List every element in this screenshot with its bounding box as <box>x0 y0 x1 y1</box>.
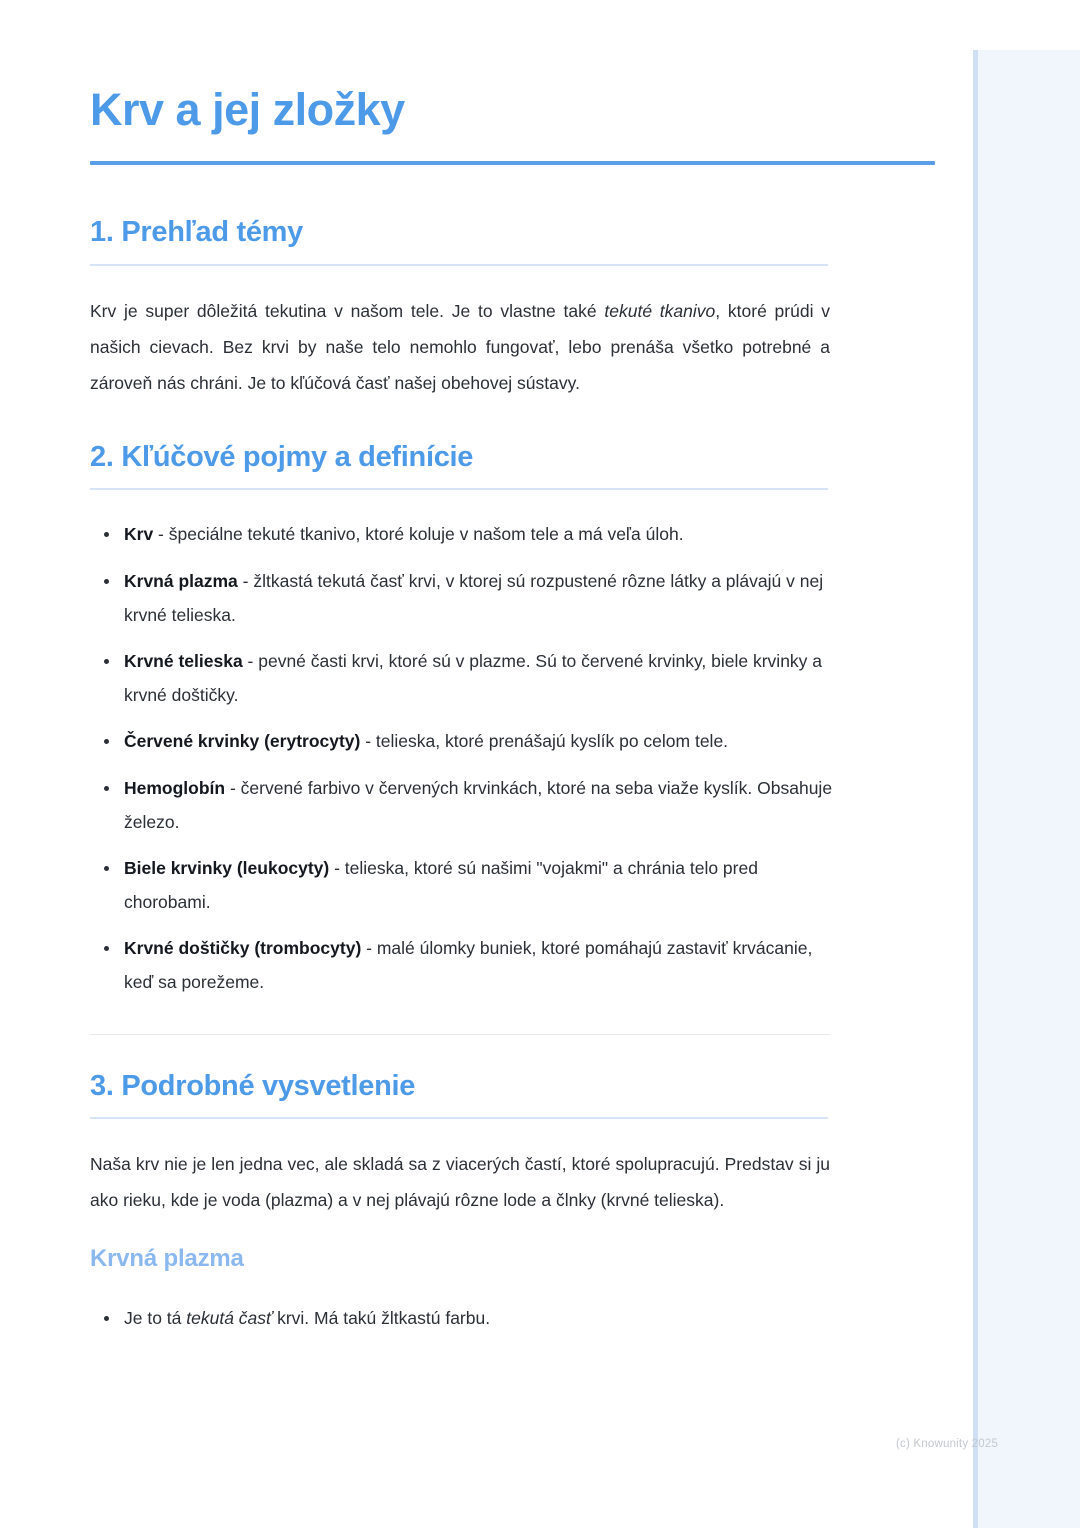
section-2-heading: 2. Kľúčové pojmy a definície <box>90 440 474 473</box>
section-3-subheading: Krvná plazma <box>90 1245 244 1273</box>
section-1-paragraph: Krv je super dôležitá tekutina v našom tele. Je to vlastne také tekuté tkanivo, ktoré prúdi v našich cievach. Bez krvi by naše telo nemohlo fungovať, lebo prenáša všetko potrebné a zároveň nás chráni. Je to kľúčová časť našej obehovej sústavy. <box>90 301 830 393</box>
section-3-heading: 3. Podrobné vysvetlenie <box>90 1069 416 1102</box>
section-3-paragraph: Naša krv nie je len jedna vec, ale skladá sa z viacerých častí, ktoré spolupracujú. Predstav si ju ako rieku, kde je voda (plazma) a v nej plávajú rôzne lode a člnky (krvné telieska). <box>90 1154 830 1211</box>
section-2 <box>90 440 833 1000</box>
list-item: Krvné telieska - pevné časti krvi, ktoré sú v plazme. Sú to červené krvinky, biele krvinky a krvné doštičky. <box>90 645 835 712</box>
plasma-list <box>90 1302 835 1336</box>
key-terms-list <box>90 518 835 999</box>
list-item: Biele krvinky (leukocyty) - telieska, ktoré sú našimi "vojakmi" a chránia telo pred chorobami. <box>90 852 835 919</box>
section-1-heading: 1. Prehľad témy <box>90 216 303 249</box>
page-title: Krv a jej zložky <box>90 84 405 135</box>
copyright-watermark: (c) Knowunity 2025 <box>896 1438 999 1450</box>
right-side-panel <box>973 50 1080 1528</box>
section-1 <box>90 215 830 401</box>
section-3 <box>90 1069 830 1336</box>
list-item: Červené krvinky (erytrocyty) - telieska, ktoré prenášajú kyslík po celom tele. <box>90 725 835 759</box>
list-item: Krv - špeciálne tekuté tkanivo, ktoré koluje v našom tele a má veľa úloh. <box>90 518 835 552</box>
list-item: Krvná plazma - žltkastá tekutá časť krvi, v ktorej sú rozpustené rôzne látky a plávajú v nej krvné telieska. <box>90 565 835 632</box>
list-item: Hemoglobín - červené farbivo v červených krvinkách, ktoré na seba viaže kyslík. Obsahuje železo. <box>90 772 835 839</box>
list-item: Krvné doštičky (trombocyty) - malé úlomky buniek, ktoré pomáhajú zastaviť krvácanie, keď sa porežeme. <box>90 932 835 999</box>
list-item: Je to tá tekutá časť krvi. Má takú žltkastú farbu. <box>90 1302 835 1336</box>
